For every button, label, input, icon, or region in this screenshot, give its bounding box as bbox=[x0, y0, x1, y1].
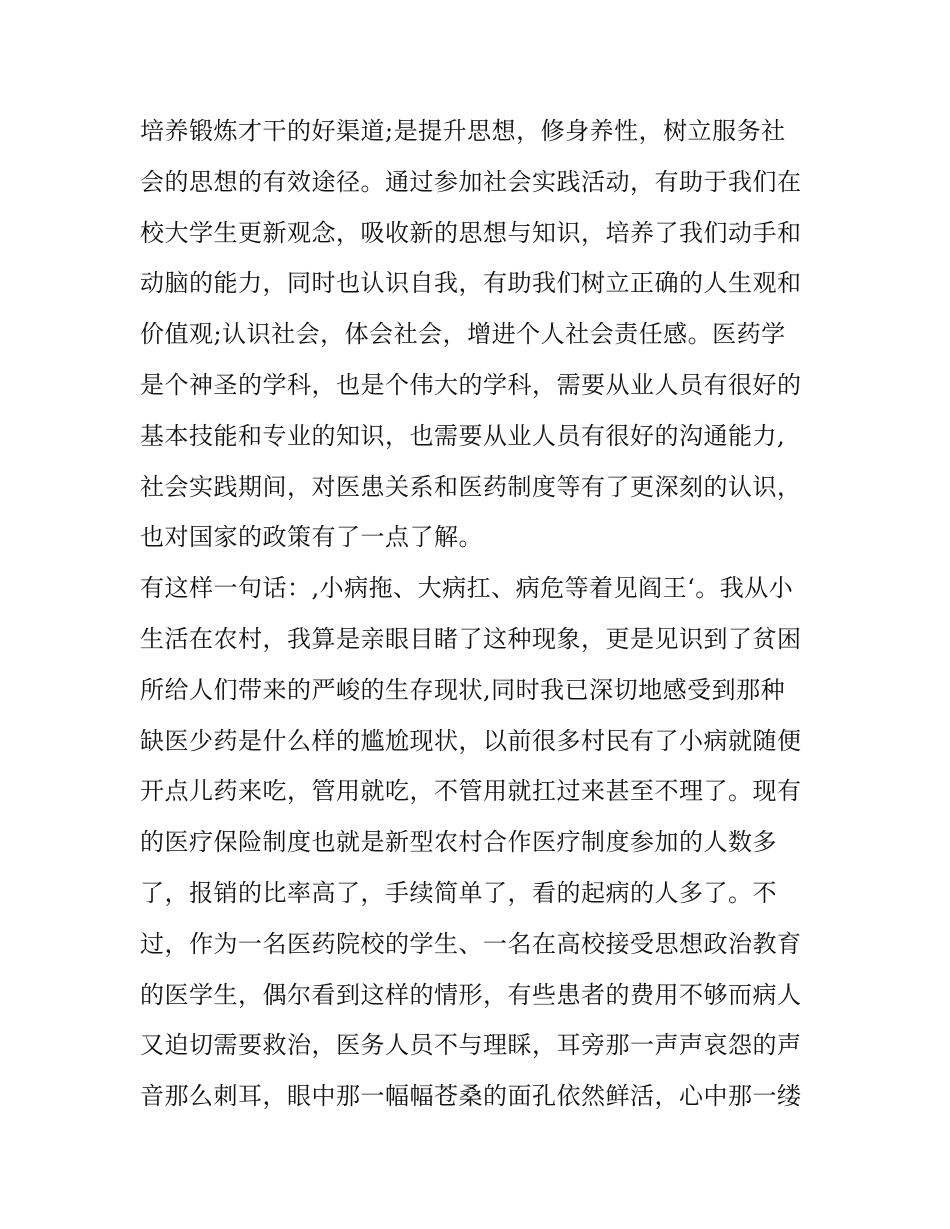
text-line: 基本技能和专业的知识，也需要从业人员有很好的沟通能力, bbox=[140, 421, 786, 450]
text-line: 生活在农村，我算是亲眼目睹了这种现象，更是见识到了贫困 bbox=[140, 624, 802, 653]
text-line: 校大学生更新观念，吸收新的思想与知识，培养了我们动手和 bbox=[140, 218, 802, 247]
text-line: 的医疗保险制度也就是新型农村合作医疗制度参加的人数多 bbox=[140, 828, 777, 857]
text-line: 也对国家的政策有了一点了解。 bbox=[140, 523, 483, 552]
text-line: 过，作为一名医药院校的学生、一名在高校接受思想政治教育 bbox=[140, 929, 802, 958]
body-text bbox=[140, 106, 820, 1122]
text-line: 又迫切需要救治，医务人员不与理睬，耳旁那一声声哀怨的声 bbox=[140, 1031, 802, 1060]
text-line: 有这样一句话：,小病拖、大病扛、病危等着见阎王‘。我从小 bbox=[140, 574, 794, 603]
text-line: 开点儿药来吃，管用就吃，不管用就扛过来甚至不理了。现有 bbox=[140, 777, 802, 806]
text-line: 的医学生，偶尔看到这样的情形，有些患者的费用不够而病人 bbox=[140, 980, 802, 1009]
text-line: 是个神圣的学科，也是个伟大的学科，需要从业人员有很好的 bbox=[140, 370, 802, 399]
text-line: 社会实践期间，对医患关系和医药制度等有了更深刻的认识， bbox=[140, 472, 802, 501]
text-line: 缺医少药是什么样的尴尬现状，以前很多村民有了小病就随便 bbox=[140, 726, 802, 755]
text-line: 价值观;认识社会，体会社会，增进个人社会责任感。医药学 bbox=[140, 320, 786, 349]
text-line: 了，报销的比率高了，手续简单了，看的起病的人多了。不 bbox=[140, 878, 777, 907]
text-line: 所给人们带来的严峻的生存现状,同时我已深切地感受到那种 bbox=[140, 675, 786, 704]
text-line: 音那么刺耳，眼中那一幅幅苍桑的面孔依然鲜活，心中那一缕 bbox=[140, 1082, 802, 1111]
text-line: 会的思想的有效途径。通过参加社会实践活动，有助于我们在 bbox=[140, 167, 802, 196]
text-line: 动脑的能力，同时也认识自我，有助我们树立正确的人生观和 bbox=[140, 269, 802, 298]
text-line: 培养锻炼才干的好渠道;是提升思想，修身养性，树立服务社 bbox=[140, 117, 786, 145]
